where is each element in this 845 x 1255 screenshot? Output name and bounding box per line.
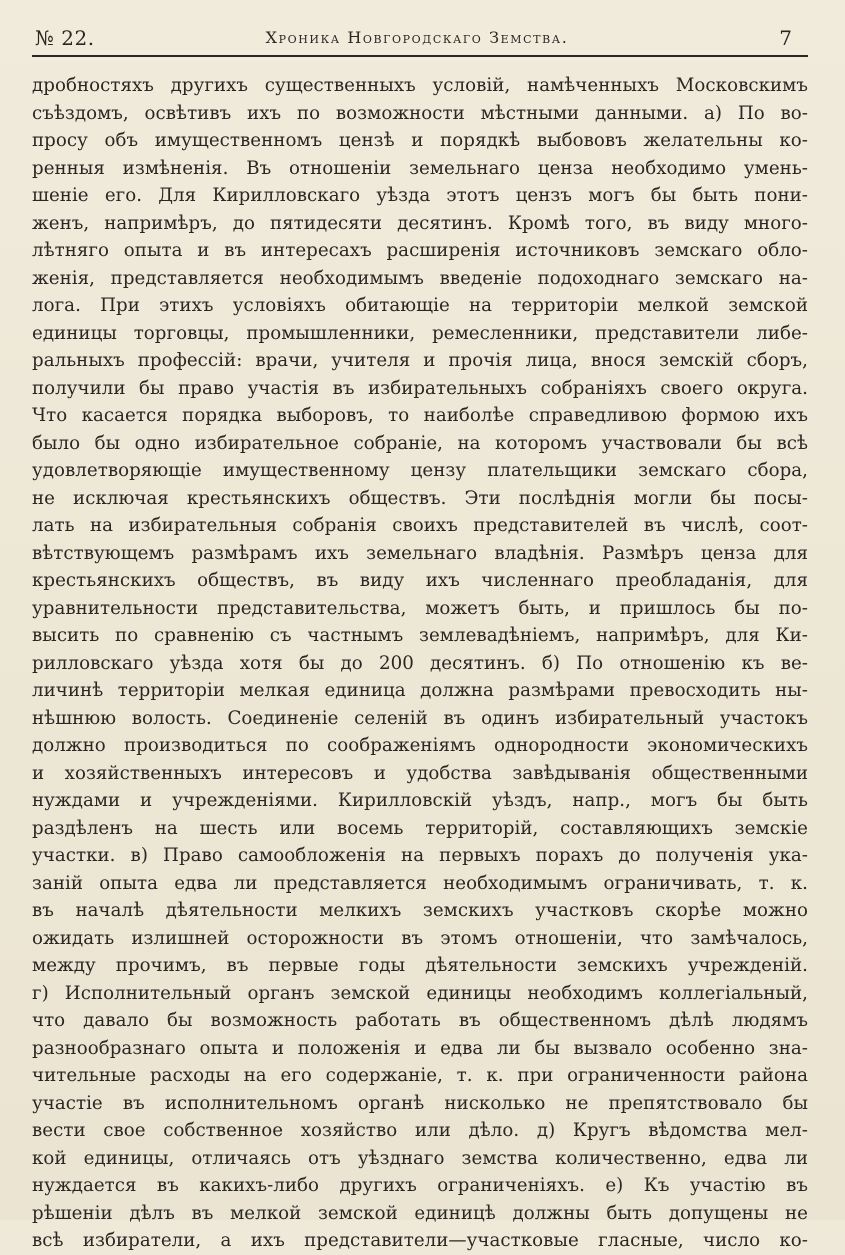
text-line: рѣшеніи дѣлъ въ мелкой земской единицѣ должны быть допущены не [32,1202,808,1224]
body-text [32,72,808,1255]
text-line: съѣздомъ, освѣтивъ ихъ по возможности мѣстными данными. а) По во- [32,102,808,124]
text-line: женъ, напримѣръ, до пятидесяти десятинъ. Кромѣ того, въ виду много- [32,212,808,234]
text-line: участіе въ исполнительномъ органѣ нисколько не препятствовало бы [32,1092,808,1114]
text-line: между прочимъ, въ первые годы дѣятельности земскихъ учрежденій. [32,955,808,976]
text-line: нѣшнюю волость. Соединеніе селеній въ одинъ избирательный участокъ [32,707,808,729]
text-line: Что касается порядка выборовъ, то наиболѣе справедливою формою ихъ [32,405,808,426]
text-line: уравнительности представительства, можетъ быть, и пришлось бы по- [32,597,808,619]
header-rule [32,55,808,57]
text-line: чительные расходы на его содержаніе, т. к. при ограниченности района [32,1065,808,1086]
text-line: лога. При этихъ условіяхъ обитающіе на территоріи мелкой земской [32,295,808,316]
text-line: просу объ имущественномъ цензѣ и порядкѣ выбововъ желательны ко- [32,130,808,151]
text-line: ральныхъ профессій: врачи, учителя и прочія лица, внося земскій сборъ, [32,350,808,371]
text-line: дробностяхъ другихъ существенныхъ условій, намѣченныхъ Московскимъ [32,75,808,96]
text-line: нуждами и учрежденіями. Кирилловскій уѣздъ, напр., могъ бы быть [32,790,808,811]
text-line: что давало бы возможность работать въ общественномъ дѣлѣ людямъ [32,1010,808,1031]
text-line: крестьянскихъ обществъ, въ виду ихъ численнаго преобладанія, для [32,570,808,591]
running-title: Хроника Новгородскаго Земства. [265,28,569,47]
text-line: вести свое собственное хозяйство или дѣло. д) Кругъ вѣдомства мел- [32,1120,808,1141]
text-line: участки. в) Право самообложенія на первыхъ порахъ до полученія ука- [32,845,808,866]
text-line: ренныя измѣненія. Въ отношеніи земельнаго ценза необходимо умень- [32,157,808,179]
text-line: женія, представляется необходимымъ введеніе подоходнаго земскаго на- [32,267,808,289]
text-line: нуждается въ какихъ-либо другихъ ограниченіяхъ. е) Къ участію въ [32,1175,808,1196]
text-line: единицы торговцы, промышленники, ремесленники, представители либе- [32,322,808,344]
text-line: всѣ избиратели, а ихъ представители—участковые гласные, число ко- [32,1230,808,1251]
text-line: не исключая крестьянскихъ обществъ. Эти послѣднія могли бы посы- [32,487,808,509]
text-line: высить по сравненію съ частнымъ землевадѣніемъ, напримѣръ, для Ки- [32,625,808,646]
text-line: шеніе его. Для Кирилловскаго уѣзда этотъ цензъ могъ бы быть пони- [32,185,808,206]
text-line: рилловскаго уѣзда хотя бы до 200 десятинъ. б) По отношенію къ ве- [32,652,808,674]
text-line: въ началѣ дѣятельности мелкихъ земскихъ участковъ скорѣе можно [32,900,808,921]
text-line: личинѣ территоріи мелкая единица должна размѣрами превосходить ны- [32,680,808,701]
text-line: разнообразнаго опыта и положенія и едва ли бы вызвало особенно зна- [32,1037,808,1059]
text-line: г) Исполнительный органъ земской единицы необходимъ коллегіальный, [32,982,808,1004]
text-line: кой единицы, отличаясь отъ уѣзднаго земства количественно, едва ли [32,1147,808,1169]
text-line: получили бы право участія въ избирательныхъ собраніяхъ своего округа. [32,377,808,399]
text-line: заній опыта едва ли представляется необходимымъ ограничивать, т. к. [32,872,808,894]
text-line: вѣтствующемъ размѣрамъ ихъ земельнаго владѣнія. Размѣръ ценза для [32,542,808,564]
text-line: удовлетворяющіе имущественному цензу плательщики земскаго сбора, [32,460,808,481]
text-line: лѣтняго опыта и въ интересахъ расширенія источниковъ земскаго обло- [32,240,808,261]
text-line: ожидать излишней осторожности въ этомъ отношеніи, что замѣчалось, [32,927,808,949]
page-number: 7 [779,26,792,50]
issue-number: № 22. [35,26,95,50]
text-line: раздѣленъ на шесть или восемь территорій, составляющихъ земскіе [32,817,808,839]
text-line: должно производиться по соображеніямъ однородности экономическихъ [32,735,808,756]
text-line: было бы одно избирательное собраніе, на которомъ участвовали бы всѣ [32,432,808,454]
running-header [32,22,802,56]
text-line: лать на избирательныя собранія своихъ представителей въ числѣ, соот- [32,515,808,536]
text-line: и хозяйственныхъ интересовъ и удобства завѣдыванія общественными [32,762,808,784]
